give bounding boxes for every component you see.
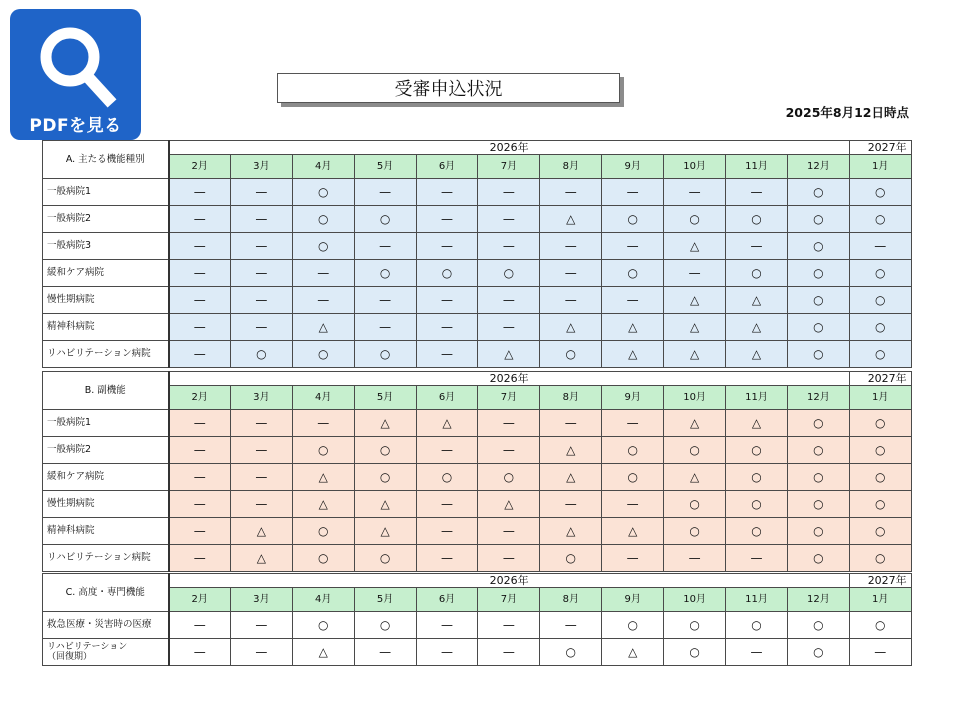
status-cell: △	[292, 464, 354, 491]
status-cell: ○	[849, 491, 911, 518]
status-cell: ○	[354, 206, 416, 233]
month-header: 3月	[230, 588, 292, 612]
status-cell: ○	[787, 287, 849, 314]
month-header: 12月	[787, 588, 849, 612]
status-cell: ○	[849, 545, 911, 572]
status-cell: ○	[849, 410, 911, 437]
month-header: 4月	[292, 386, 354, 410]
status-cell: —	[169, 518, 231, 545]
status-cell: —	[169, 410, 231, 437]
table-row	[43, 287, 912, 314]
status-cell: —	[602, 233, 664, 260]
status-cell: ○	[664, 612, 726, 639]
status-cell: ○	[602, 437, 664, 464]
table-row	[43, 545, 912, 572]
status-cell: ○	[664, 639, 726, 666]
month-header: 7月	[478, 588, 540, 612]
table-row	[43, 639, 912, 666]
status-cell: △	[664, 410, 726, 437]
status-cell: —	[230, 639, 292, 666]
row-label: 精神科病院	[43, 518, 169, 545]
status-cell: ○	[664, 437, 726, 464]
status-cell: —	[169, 639, 231, 666]
status-cell: ○	[849, 612, 911, 639]
status-cell: —	[416, 518, 478, 545]
table-row	[43, 233, 912, 260]
table-row	[43, 437, 912, 464]
row-label: 慢性期病院	[43, 287, 169, 314]
status-cell: ○	[354, 464, 416, 491]
status-cell: △	[602, 341, 664, 368]
table-section-a	[42, 140, 912, 368]
status-cell: ○	[292, 545, 354, 572]
status-cell: ○	[787, 260, 849, 287]
status-cell: —	[478, 639, 540, 666]
status-cell: ○	[849, 206, 911, 233]
month-header: 6月	[416, 588, 478, 612]
status-cell: ○	[787, 341, 849, 368]
status-cell: ○	[292, 179, 354, 206]
status-cell: —	[478, 437, 540, 464]
status-cell: △	[540, 314, 602, 341]
table-row	[43, 464, 912, 491]
status-cell: —	[230, 314, 292, 341]
section-title: C. 高度・専門機能	[43, 574, 169, 612]
status-cell: —	[169, 233, 231, 260]
status-cell: —	[416, 206, 478, 233]
status-cell: ○	[416, 464, 478, 491]
status-cell: ○	[787, 206, 849, 233]
status-cell: —	[726, 545, 788, 572]
status-cell: —	[416, 639, 478, 666]
status-cell: △	[478, 491, 540, 518]
status-cell: —	[230, 612, 292, 639]
row-label: 一般病院3	[43, 233, 169, 260]
row-label: 一般病院2	[43, 206, 169, 233]
status-cell: —	[169, 314, 231, 341]
status-cell: ○	[787, 464, 849, 491]
status-cell: △	[540, 206, 602, 233]
month-header: 4月	[292, 588, 354, 612]
year-header-next: 2027年	[849, 141, 911, 155]
status-cell: —	[416, 491, 478, 518]
status-cell: —	[169, 287, 231, 314]
status-cell: △	[664, 314, 726, 341]
status-cell: —	[540, 179, 602, 206]
status-cell: —	[230, 233, 292, 260]
status-cell: ○	[726, 260, 788, 287]
status-cell: —	[726, 233, 788, 260]
status-cell: —	[230, 491, 292, 518]
month-header: 9月	[602, 386, 664, 410]
month-header: 1月	[849, 386, 911, 410]
month-header: 5月	[354, 386, 416, 410]
month-header: 9月	[602, 155, 664, 179]
status-cell: —	[169, 206, 231, 233]
row-label: 緩和ケア病院	[43, 260, 169, 287]
status-cell: ○	[416, 260, 478, 287]
month-header: 5月	[354, 588, 416, 612]
row-label: 一般病院1	[43, 179, 169, 206]
status-cell: ○	[787, 179, 849, 206]
status-cell: ○	[602, 260, 664, 287]
status-cell: —	[664, 260, 726, 287]
status-cell: △	[292, 314, 354, 341]
status-cell: —	[169, 464, 231, 491]
status-cell: —	[230, 410, 292, 437]
status-cell: ○	[787, 437, 849, 464]
status-cell: ○	[787, 410, 849, 437]
status-cell: —	[169, 491, 231, 518]
status-cell: —	[540, 491, 602, 518]
row-label: リハビリテーション病院	[43, 341, 169, 368]
status-cell: ○	[354, 612, 416, 639]
table-row	[43, 341, 912, 368]
status-cell: ○	[849, 518, 911, 545]
status-cell: ○	[292, 518, 354, 545]
status-cell: ○	[726, 612, 788, 639]
status-cell: —	[416, 437, 478, 464]
table-section-b	[42, 371, 912, 572]
month-header: 7月	[478, 155, 540, 179]
status-cell: △	[292, 639, 354, 666]
status-cell: —	[849, 233, 911, 260]
status-cell: —	[416, 545, 478, 572]
status-cell: ○	[292, 612, 354, 639]
year-header-next: 2027年	[849, 372, 911, 386]
status-cell: ○	[726, 437, 788, 464]
status-cell: △	[664, 464, 726, 491]
status-cell: —	[478, 518, 540, 545]
month-header: 10月	[664, 386, 726, 410]
status-cell: ○	[230, 341, 292, 368]
status-cell: —	[230, 260, 292, 287]
status-cell: ○	[540, 639, 602, 666]
month-header: 12月	[787, 155, 849, 179]
status-cell: ○	[602, 206, 664, 233]
status-cell: —	[478, 545, 540, 572]
status-cell: ○	[292, 233, 354, 260]
table-row	[43, 179, 912, 206]
row-label: 一般病院1	[43, 410, 169, 437]
row-label: 一般病院2	[43, 437, 169, 464]
status-cell: —	[478, 314, 540, 341]
status-cell: —	[230, 206, 292, 233]
status-cell: △	[602, 518, 664, 545]
as-of-date: 2025年8月12日時点	[785, 105, 909, 120]
status-cell: ○	[849, 341, 911, 368]
month-header: 11月	[726, 155, 788, 179]
status-cell: ○	[354, 260, 416, 287]
status-cell: —	[478, 612, 540, 639]
month-header: 2月	[169, 588, 231, 612]
status-cell: △	[664, 233, 726, 260]
status-cell: —	[416, 341, 478, 368]
month-header: 11月	[726, 386, 788, 410]
status-cell: —	[540, 410, 602, 437]
year-header: 2026年	[169, 574, 850, 588]
status-cell: —	[292, 287, 354, 314]
table-row	[43, 206, 912, 233]
status-cell: —	[478, 206, 540, 233]
year-header: 2026年	[169, 141, 850, 155]
status-cell: —	[416, 233, 478, 260]
status-cell: —	[169, 179, 231, 206]
status-cell: —	[602, 179, 664, 206]
status-cell: —	[416, 314, 478, 341]
status-cell: ○	[664, 491, 726, 518]
status-cell: △	[230, 545, 292, 572]
year-header: 2026年	[169, 372, 850, 386]
status-cell: —	[354, 314, 416, 341]
status-cell: ○	[849, 464, 911, 491]
month-header: 3月	[230, 386, 292, 410]
status-cell: —	[478, 287, 540, 314]
row-label: 救急医療・災害時の医療	[43, 612, 169, 639]
month-header: 6月	[416, 386, 478, 410]
status-cell: ○	[292, 341, 354, 368]
status-cell: ○	[849, 287, 911, 314]
status-cell: —	[230, 437, 292, 464]
row-label: リハビリテーション （回復期）	[43, 639, 169, 666]
status-cell: ○	[354, 437, 416, 464]
status-cell: —	[169, 437, 231, 464]
status-cell: —	[416, 179, 478, 206]
month-header: 7月	[478, 386, 540, 410]
status-cell: —	[354, 287, 416, 314]
status-cell: ○	[726, 206, 788, 233]
status-cell: ○	[540, 341, 602, 368]
table-row	[43, 410, 912, 437]
status-cell: —	[169, 612, 231, 639]
month-header: 10月	[664, 588, 726, 612]
page-title: 受審申込状況	[277, 73, 620, 103]
status-cell: —	[602, 491, 664, 518]
status-cell: —	[540, 233, 602, 260]
table-row	[43, 260, 912, 287]
status-cell: △	[602, 639, 664, 666]
status-cell: △	[726, 410, 788, 437]
status-cell: △	[230, 518, 292, 545]
status-cell: ○	[787, 518, 849, 545]
status-cell: ○	[787, 545, 849, 572]
status-cell: ○	[354, 545, 416, 572]
status-cell: —	[416, 612, 478, 639]
table-row	[43, 314, 912, 341]
month-header: 4月	[292, 155, 354, 179]
status-cell: —	[726, 179, 788, 206]
status-cell: —	[230, 287, 292, 314]
table-row	[43, 491, 912, 518]
month-header: 12月	[787, 386, 849, 410]
month-header: 11月	[726, 588, 788, 612]
month-header: 2月	[169, 386, 231, 410]
view-pdf-label: PDFを見る	[29, 116, 122, 136]
magnifier-icon	[34, 21, 118, 109]
status-cell: ○	[664, 206, 726, 233]
status-cell: ○	[787, 314, 849, 341]
status-cell: △	[540, 464, 602, 491]
status-cell: ○	[602, 464, 664, 491]
status-cell: —	[478, 233, 540, 260]
table-row	[43, 612, 912, 639]
status-cell: ○	[354, 341, 416, 368]
status-cell: △	[726, 314, 788, 341]
month-header: 1月	[849, 155, 911, 179]
status-cell: —	[292, 260, 354, 287]
status-cell: —	[169, 341, 231, 368]
view-pdf-button[interactable]	[10, 9, 141, 140]
status-cell: ○	[478, 260, 540, 287]
status-cell: △	[664, 287, 726, 314]
status-cell: ○	[787, 233, 849, 260]
status-cell: ○	[787, 639, 849, 666]
status-cell: △	[726, 287, 788, 314]
status-cell: —	[726, 639, 788, 666]
status-cell: △	[354, 491, 416, 518]
status-cell: —	[540, 260, 602, 287]
status-cell: ○	[849, 260, 911, 287]
status-cell: ○	[726, 464, 788, 491]
status-cell: —	[540, 287, 602, 314]
status-cell: △	[416, 410, 478, 437]
row-label: リハビリテーション病院	[43, 545, 169, 572]
status-cell: —	[478, 179, 540, 206]
status-cell: △	[354, 518, 416, 545]
status-cell: △	[540, 437, 602, 464]
status-cell: —	[354, 233, 416, 260]
status-cell: —	[849, 639, 911, 666]
status-cell: —	[540, 612, 602, 639]
year-header-next: 2027年	[849, 574, 911, 588]
month-header: 5月	[354, 155, 416, 179]
status-cell: —	[602, 410, 664, 437]
row-label: 緩和ケア病院	[43, 464, 169, 491]
status-cell: ○	[540, 545, 602, 572]
status-cell: ○	[726, 518, 788, 545]
month-header: 8月	[540, 588, 602, 612]
month-header: 3月	[230, 155, 292, 179]
status-cell: ○	[292, 437, 354, 464]
row-label: 慢性期病院	[43, 491, 169, 518]
month-header: 10月	[664, 155, 726, 179]
status-cell: —	[602, 287, 664, 314]
row-label: 精神科病院	[43, 314, 169, 341]
status-cell: △	[292, 491, 354, 518]
month-header: 8月	[540, 155, 602, 179]
status-cell: △	[726, 341, 788, 368]
month-header: 8月	[540, 386, 602, 410]
status-cell: —	[230, 464, 292, 491]
status-cell: —	[416, 287, 478, 314]
status-cell: —	[292, 410, 354, 437]
status-cell: —	[478, 410, 540, 437]
status-cell: ○	[602, 612, 664, 639]
status-cell: △	[664, 341, 726, 368]
status-cell: △	[540, 518, 602, 545]
table-row	[43, 518, 912, 545]
status-cell: ○	[726, 491, 788, 518]
table-section-c	[42, 573, 912, 666]
status-cell: —	[602, 545, 664, 572]
status-cell: ○	[849, 437, 911, 464]
status-cell: —	[354, 179, 416, 206]
status-cell: —	[169, 260, 231, 287]
status-cell: —	[169, 545, 231, 572]
status-cell: ○	[787, 491, 849, 518]
status-cell: —	[664, 179, 726, 206]
status-cell: △	[478, 341, 540, 368]
status-cell: ○	[787, 612, 849, 639]
month-header: 2月	[169, 155, 231, 179]
section-title: B. 副機能	[43, 372, 169, 410]
month-header: 6月	[416, 155, 478, 179]
month-header: 9月	[602, 588, 664, 612]
status-cell: ○	[664, 518, 726, 545]
status-cell: —	[664, 545, 726, 572]
section-title: A. 主たる機能種別	[43, 141, 169, 179]
status-cell: —	[354, 639, 416, 666]
status-cell: ○	[292, 206, 354, 233]
status-cell: △	[354, 410, 416, 437]
month-header: 1月	[849, 588, 911, 612]
status-cell: —	[230, 179, 292, 206]
status-cell: ○	[849, 179, 911, 206]
status-cell: ○	[849, 314, 911, 341]
status-cell: △	[602, 314, 664, 341]
status-cell: ○	[478, 464, 540, 491]
